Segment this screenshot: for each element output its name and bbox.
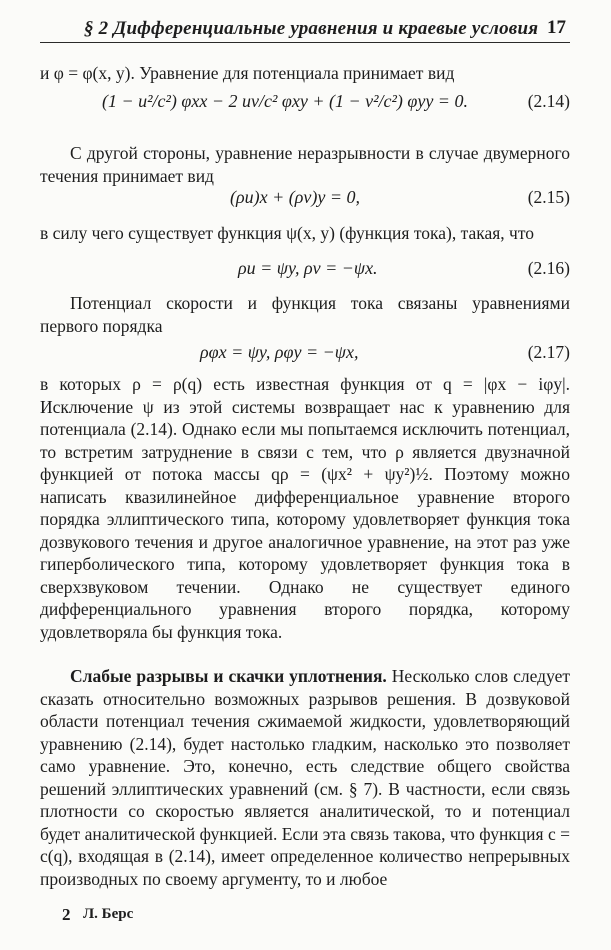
section-heading-weak-discontinuities: Слабые разрывы и скачки уплотнения.	[70, 666, 387, 686]
equation-2-15	[40, 187, 570, 221]
paragraph-continuity: С другой стороны, уравнение неразрывности в случае двумерного течения принимает вид	[40, 143, 570, 186]
running-head	[40, 14, 570, 43]
page-number: 17	[547, 17, 566, 38]
equation-2-14-body: (1 − u²/c²) φxx − 2 uv/c² φxy + (1 − v²/c²) φyy = 0.	[102, 91, 468, 111]
paragraph-first-order: Потенциал скорости и функция тока связаны уравнениями первого порядка	[40, 293, 570, 336]
equation-2-17-label: (2.17)	[527, 342, 570, 362]
equation-2-16-label: (2.16)	[527, 258, 570, 278]
equation-2-16-body: ρu = ψy, ρv = −ψx.	[238, 258, 378, 278]
paragraph-stream-function: в силу чего существует функция ψ(x, y) (функция тока), такая, что	[40, 223, 534, 243]
equation-2-15-label: (2.15)	[527, 187, 570, 207]
paragraph-weak-discontinuities-body: Несколько слов следует сказать относительно возможных разрывов решения. В дозвуковой области потенциал течения сжимаемой жидкости, удовлетворяющий уравнению (2.14), будет настолько гладким, насколько это позволяет само уравнение. Это, конечно, есть следствие общего свойства решений эллиптических уравнений (см. § 7). В частности, если связь плотности со скоростью является аналитической, то и потенциал будет аналитической функцией. Если эта связь такова, что функция c = c(q), входящая в (2.14), имеет определенное количество непрерывных производных по своему аргументу, то и любое	[40, 666, 570, 889]
footer-author: Л. Берс	[83, 906, 134, 922]
equation-2-14	[40, 91, 570, 125]
equation-2-17	[40, 342, 570, 376]
equation-2-16	[40, 258, 570, 292]
paragraph-weak-discontinuities	[40, 665, 570, 890]
equation-2-17-body: ρφx = ψy, ρφy = −ψx,	[200, 342, 359, 362]
equation-2-15-body: (ρu)x + (ρv)y = 0,	[230, 187, 361, 207]
running-head-title: § 2 Дифференциальные уравнения и краевые условия	[84, 18, 539, 39]
equation-2-14-label: (2.14)	[527, 91, 570, 111]
signature-mark: 2	[62, 905, 71, 924]
paragraph-elimination: в которых ρ = ρ(q) есть известная функция от q = |φx − iφy|. Исключение ψ из этой системы возвращает нас к уравнению для потенциала (2.14). Однако если мы попытаемся исключить потенциал, то встретим затруднение в связи с тем, что ρ является двузначной функцией от потока массы qρ = (ψx² + ψy²)½. Поэтому можно написать квазилинейное дифференциальное уравнение второго порядка эллиптического типа, которому удовлетворяет функция тока дозвукового течения и другое аналогичное уравнение, на этот раз уже гиперболического типа, которому удовлетворяет функция тока в сверхзвуковом течении. Однако не существует единого дифференциального уравнения второго порядка, которому удовлетворяла бы функция тока.	[40, 374, 570, 642]
paragraph-intro: и φ = φ(x, y). Уравнение для потенциала принимает вид	[40, 63, 455, 83]
